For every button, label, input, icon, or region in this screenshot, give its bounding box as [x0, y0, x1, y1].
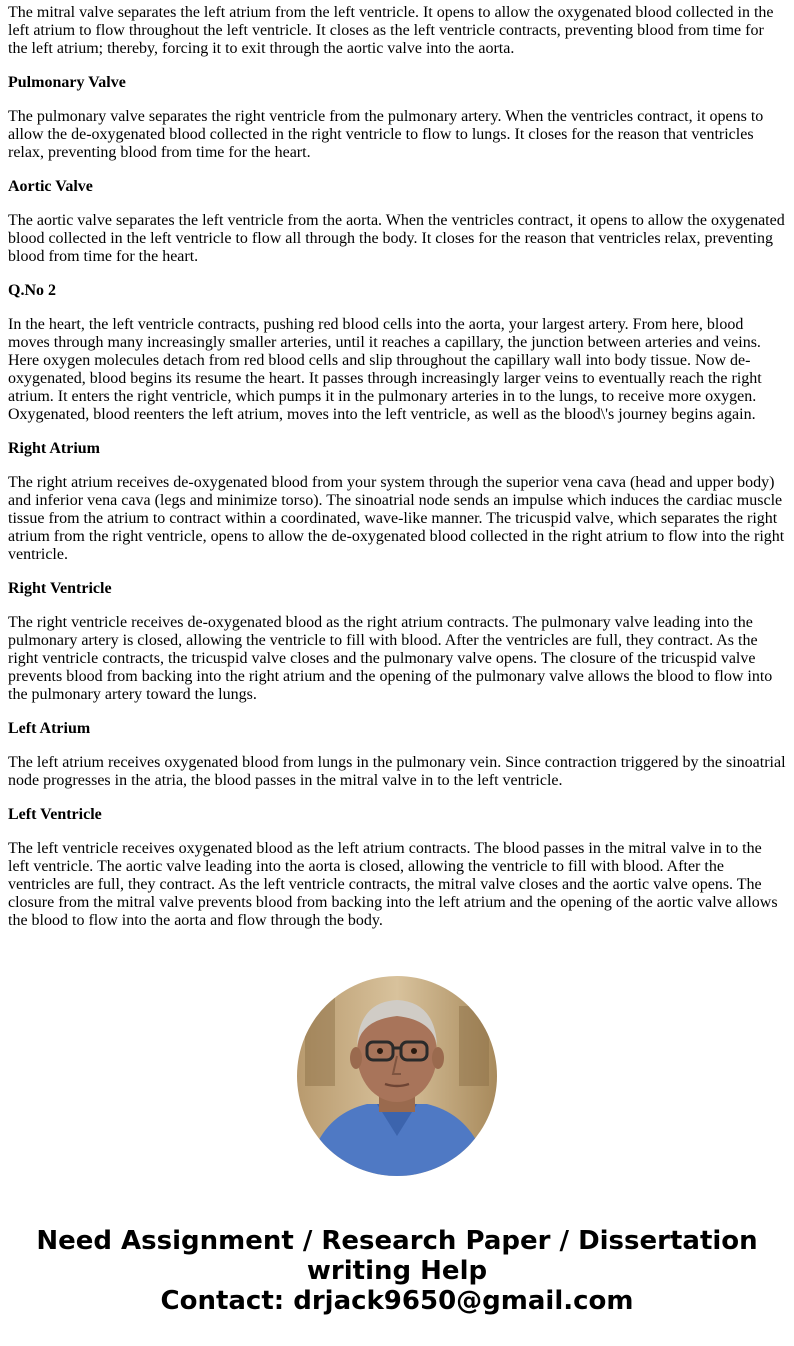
body-paragraph: The right atrium receives de-oxygenated blood from your system through the superior vena cava (head and upper body) and inferior vena cava (legs and minimize torso). The sinoatrial node sends an impulse which induces the cardiac muscle tissue from the atrium to contract within a coordinated, wave-like manner. The tricuspid valve, which separates the right atrium from the right ventricle, opens to allow the de-oxygenated blood collected in the right atrium to flow into the right ventricle. — [8, 474, 785, 563]
body-paragraph: The mitral valve separates the left atrium from the left ventricle. It opens to allow the oxygenated blood collected in the left atrium to flow throughout the left ventricle. It closes as the left ventricle contracts, preventing blood from time for the left atrium; thereby, forcing it to exit through the aortic valve into the aorta. — [8, 4, 774, 57]
body-paragraph: The aortic valve separates the left ventricle from the aorta. When the ventricles contract, it opens to allow the oxygenated blood collected in the left ventricle to flow all through the body. It closes for the reason that ventricles relax, preventing blood from time for the heart. — [8, 212, 785, 265]
section-heading: Left Atrium — [8, 720, 91, 737]
body-paragraph: The pulmonary valve separates the right ventricle from the pulmonary artery. When the ventricles contract, it opens to allow the de-oxygenated blood collected in the right ventricle to flow to lungs. It closes for the reason that ventricles relax, preventing blood from time for the heart. — [8, 108, 764, 161]
section-heading: Q.No 2 — [8, 282, 56, 299]
section-heading: Right Atrium — [8, 440, 100, 457]
body-paragraph: In the heart, the left ventricle contracts, pushing red blood cells into the aorta, your largest artery. From here, blood moves through many increasingly smaller arteries, until it reaches a capillary, the junction between arteries and veins. Here oxygen molecules detach from red blood cells and slip throughout the capillary wall into body tissue. Now de-oxygenated, blood begins its resume the heart. It passes through increasingly larger veins to eventually reach the right atrium. It enters the right ventricle, which pumps it in the pulmonary arteries in to the lungs, to receive more oxygen. Oxygenated, blood reenters the left atrium, moves into the left ventricle, as well as the blood\'s journey begins again. — [8, 316, 762, 423]
body-paragraph: The left atrium receives oxygenated blood from lungs in the pulmonary vein. Since contraction triggered by the sinoatrial node progresses in the atria, the blood passes in the mitral valve in to the left ventricle. — [8, 754, 786, 789]
cta-line-2: writing Help — [306, 1256, 488, 1286]
cta-line-1: Need Assignment / Research Paper / Dissertation — [36, 1226, 758, 1256]
contact-banner — [0, 1226, 794, 1316]
article-body — [8, 4, 786, 946]
section-heading: Left Ventricle — [8, 806, 102, 823]
section-heading: Right Ventricle — [8, 580, 112, 597]
cta-contact-email: Contact: drjack9650@gmail.com — [160, 1286, 634, 1316]
body-paragraph: The left ventricle receives oxygenated blood as the left atrium contracts. The blood passes in the mitral valve in to the left ventricle. The aortic valve leading into the aorta is closed, allowing the ventricle to fill with blood. After the ventricles are full, they contract. As the left ventricle contracts, the mitral valve closes and the aortic valve opens. The closure from the mitral valve prevents blood from backing into the left atrium and the opening of the aortic valve allows the blood to flow into the aorta and flow through the body. — [8, 840, 778, 929]
section-heading: Aortic Valve — [8, 178, 93, 195]
section-heading: Pulmonary Valve — [8, 74, 126, 91]
author-photo — [297, 976, 497, 1176]
body-paragraph: The right ventricle receives de-oxygenated blood as the right atrium contracts. The pulmonary valve leading into the pulmonary artery is closed, allowing the ventricle to fill with blood. After the ventricles are full, they contract. As the right ventricle contracts, the tricuspid valve closes and the pulmonary valve opens. The closure of the tricuspid valve prevents blood from backing into the right atrium and the opening of the pulmonary valve allows the blood to flow into the pulmonary artery toward the lungs. — [8, 614, 773, 703]
